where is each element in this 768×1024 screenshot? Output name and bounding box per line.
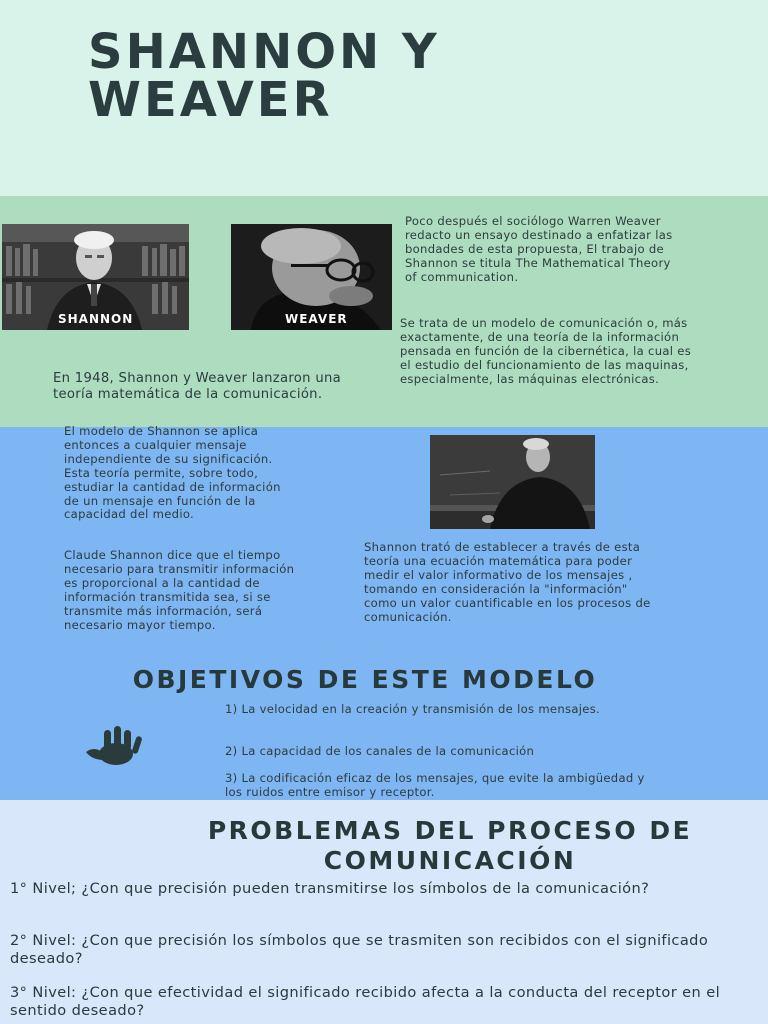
objective-item-1: 1) La velocidad en la creación y transmisión de los mensajes. xyxy=(225,702,601,716)
shannon-photo xyxy=(2,224,189,330)
intro-section xyxy=(0,196,768,427)
problems-section xyxy=(0,800,768,1024)
objective-item-3: 3) La codificación eficaz de los mensajes, que evite la ambigüedad y los ruidos entre emisor y receptor. xyxy=(225,771,645,799)
level-3-question: 3° Nivel: ¿Con que efectividad el significado recibido afecta a la conducta del receptor en el sentido deseado? xyxy=(10,984,721,1019)
apply-paragraph: El modelo de Shannon se aplica entonces a cualquier mensaje independiente de su significación. Esta teoría permite, sobre todo, estudiar la cantidad de información de un mensaje en función de la capacidad del medio. xyxy=(64,424,281,522)
title-line-1: SHANNON Y xyxy=(88,24,440,80)
equation-paragraph: Shannon trató de establecer a través de esta teoría una ecuación matemática para poder medir el valor informativo de los mensajes , tomando en consideración la "información" como un valor cuantificable en los procesos de comunicación. xyxy=(364,540,651,624)
page-title xyxy=(88,24,440,128)
objectives-heading: OBJETIVOS DE ESTE MODELO xyxy=(132,665,598,694)
model-paragraph: Se trata de un modelo de comunicación o, más exactamente, de una teoría de la información pensada en función de la cibernética, la cual es el estudio del funcionamiento de las maquinas, especialmente, las máquinas electrónicas. xyxy=(400,316,692,386)
shannon-chalkboard-photo xyxy=(430,435,595,529)
header-section xyxy=(0,0,768,196)
weaver-photo xyxy=(231,224,392,330)
year-paragraph: En 1948, Shannon y Weaver lanzaron una teoría matemática de la comunicación. xyxy=(53,371,342,402)
weaver-paragraph: Poco después el sociólogo Warren Weaver redacto un ensayo destinado a enfatizar las bondades de esta propuesta, El trabajo de Shannon se titula The Mathematical Theory of communication. xyxy=(405,214,673,284)
time-paragraph: Claude Shannon dice que el tiempo necesario para transmitir información es proporcional a la cantidad de información transmitida sea, si se transmite más información, será necesario mayor tiempo. xyxy=(64,548,295,632)
problems-heading xyxy=(170,816,730,876)
theory-section xyxy=(0,424,768,800)
problems-heading-line-1: PROBLEMAS DEL PROCESO DE xyxy=(207,816,693,845)
title-line-2: WEAVER xyxy=(88,72,333,128)
level-1-question: 1° Nivel; ¿Con que precisión pueden transmitirse los símbolos de la comunicación? xyxy=(10,880,650,897)
hand-icon xyxy=(84,722,156,770)
problems-heading-line-2: COMUNICACIÓN xyxy=(323,846,577,875)
level-2-question: 2° Nivel: ¿Con que precisión los símbolos que se trasmiten son recibidos con el significado deseado? xyxy=(10,932,709,967)
weaver-caption: WEAVER xyxy=(285,312,348,326)
objective-item-2: 2) La capacidad de los canales de la comunicación xyxy=(225,744,535,758)
shannon-caption: SHANNON xyxy=(58,312,134,326)
